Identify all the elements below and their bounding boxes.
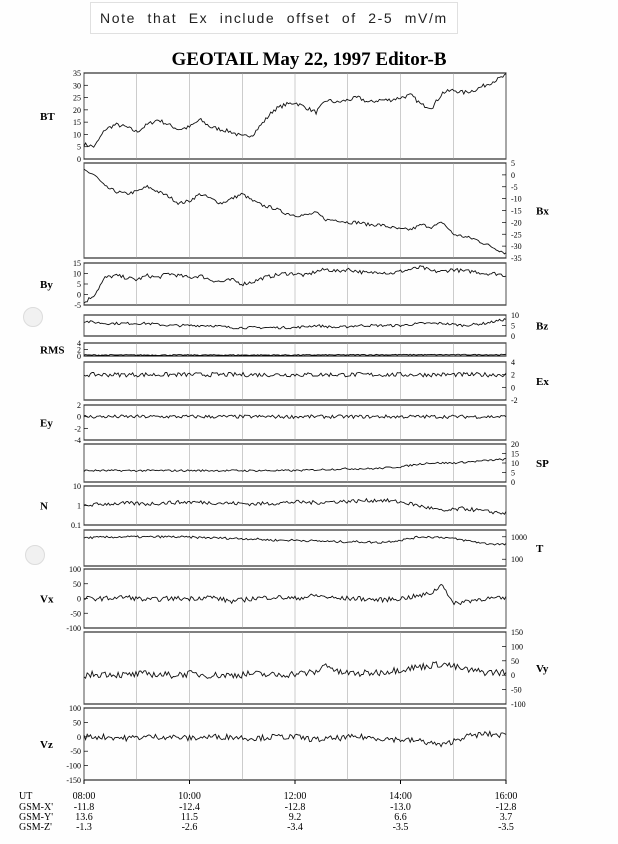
panel-by bbox=[40, 259, 506, 310]
ytick-label: -50 bbox=[70, 747, 81, 757]
ytick-label: 0 bbox=[77, 155, 81, 164]
ytick-label: -15 bbox=[511, 206, 522, 216]
ytick-label: -30 bbox=[511, 242, 522, 252]
ytick-label: 1 bbox=[77, 501, 81, 511]
ytick-label: 0.1 bbox=[71, 521, 81, 530]
xtick-label: 12:00 bbox=[283, 791, 307, 802]
ytick-label: 2 bbox=[77, 345, 81, 355]
ytick-label: 10 bbox=[511, 459, 519, 468]
panel-label: T bbox=[536, 543, 544, 555]
xtick-label: 16:00 bbox=[494, 791, 518, 802]
ytick-label: 4 bbox=[77, 339, 81, 348]
ytick-label: 1000 bbox=[511, 532, 527, 542]
ytick-label: 10 bbox=[73, 269, 81, 279]
ytick-label: 0 bbox=[77, 594, 81, 604]
xtick-label: 08:00 bbox=[72, 791, 96, 802]
ytick-label: 5 bbox=[511, 468, 515, 478]
panel-label: Vz bbox=[40, 739, 53, 751]
ytick-label: -50 bbox=[511, 685, 522, 695]
xtick-label: 14:00 bbox=[389, 791, 412, 802]
ytick-label: 100 bbox=[511, 555, 523, 565]
ytick-label: 150 bbox=[511, 628, 523, 637]
panel-vx bbox=[40, 565, 506, 633]
ephemeris-value: -11.8 bbox=[73, 802, 95, 813]
panel-bt bbox=[40, 69, 506, 164]
ytick-label: 20 bbox=[73, 105, 81, 115]
ytick-label: 100 bbox=[511, 642, 523, 652]
ytick-label: 5 bbox=[511, 321, 515, 331]
ytick-label: 0 bbox=[77, 412, 81, 422]
ytick-label: 5 bbox=[77, 280, 81, 289]
ytick-label: -5 bbox=[511, 182, 518, 192]
ytick-label: 100 bbox=[69, 565, 81, 574]
chart-title: GEOTAIL May 22, 1997 Editor-B bbox=[171, 49, 447, 70]
ytick-label: 50 bbox=[511, 656, 519, 666]
ytick-label: -100 bbox=[66, 761, 81, 771]
ytick-label: 0 bbox=[511, 332, 515, 341]
ytick-label: 4 bbox=[511, 358, 515, 367]
ephemeris-value: 13.6 bbox=[75, 812, 93, 823]
panel-label: RMS bbox=[40, 344, 65, 357]
ytick-label: 10 bbox=[73, 482, 81, 491]
ytick-label: 25 bbox=[73, 93, 81, 103]
ephemeris-value: -3.5 bbox=[498, 822, 514, 833]
ytick-label: 0 bbox=[77, 290, 81, 300]
ytick-label: 0 bbox=[511, 478, 515, 487]
ytick-label: 10 bbox=[511, 311, 519, 320]
panel-ey bbox=[40, 401, 506, 445]
ephemeris-row-label: GSM-X' bbox=[19, 802, 54, 813]
ephemeris-value: -12.8 bbox=[284, 802, 306, 813]
panel-sp bbox=[84, 440, 549, 487]
ephemeris-row-label: UT bbox=[19, 791, 33, 802]
ytick-label: -100 bbox=[66, 624, 81, 633]
ephemeris-value: -1.3 bbox=[76, 822, 92, 833]
ytick-label: -4 bbox=[74, 436, 81, 445]
panel-vz bbox=[40, 704, 506, 785]
ephemeris-value: 11.5 bbox=[180, 812, 199, 823]
ytick-label: 0 bbox=[511, 671, 515, 681]
ytick-label: -2 bbox=[74, 424, 81, 434]
ephemeris-value: 9.2 bbox=[288, 812, 302, 823]
ephemeris-value: 6.6 bbox=[394, 812, 407, 823]
ytick-label: 0 bbox=[77, 732, 81, 742]
note-text: Note that Ex include offset of 2-5 mV/m bbox=[100, 10, 448, 26]
ytick-label: 35 bbox=[73, 69, 81, 78]
ephemeris-value: -12.4 bbox=[179, 802, 200, 813]
ytick-label: 15 bbox=[511, 449, 519, 459]
panel-label: N bbox=[40, 500, 48, 513]
ytick-label: -100 bbox=[511, 700, 526, 709]
ytick-label: -25 bbox=[511, 230, 522, 240]
ytick-label: 2 bbox=[511, 370, 515, 380]
ytick-label: -2 bbox=[511, 396, 518, 405]
panel-bz bbox=[84, 311, 548, 341]
ephemeris-value: 3.7 bbox=[499, 812, 513, 823]
panel-label: Bx bbox=[536, 205, 549, 218]
panel-vy bbox=[84, 628, 549, 709]
ephemeris-row-label: GSM-Y' bbox=[19, 812, 54, 823]
ephemeris-value: -3.5 bbox=[392, 822, 409, 833]
ytick-label: 50 bbox=[73, 718, 81, 728]
panel-label: Ex bbox=[536, 376, 549, 388]
panel-ex bbox=[84, 358, 549, 405]
ytick-label: 5 bbox=[511, 159, 515, 168]
ytick-label: 15 bbox=[73, 118, 81, 128]
panel-label: Vx bbox=[40, 593, 54, 606]
ytick-label: 20 bbox=[511, 440, 519, 449]
ytick-label: 10 bbox=[73, 130, 81, 140]
panel-label: Vy bbox=[536, 663, 549, 675]
ytick-label: 15 bbox=[73, 259, 81, 268]
panel-t bbox=[84, 530, 544, 566]
ytick-label: 0 bbox=[511, 170, 515, 180]
ephemeris-value: -2.6 bbox=[181, 822, 198, 833]
ytick-label: 0 bbox=[77, 352, 81, 361]
ytick-label: 2 bbox=[77, 401, 81, 410]
ytick-label: -150 bbox=[66, 776, 81, 785]
ytick-label: 50 bbox=[73, 579, 81, 589]
ytick-label: -20 bbox=[511, 218, 522, 228]
panel-label: Bz bbox=[536, 320, 549, 333]
ephemeris-value: -12.8 bbox=[495, 802, 517, 813]
ytick-label: -35 bbox=[511, 254, 522, 263]
ephemeris-value: -3.4 bbox=[287, 822, 303, 833]
panel-label: SP bbox=[536, 458, 549, 470]
panel-rms bbox=[40, 339, 506, 361]
ytick-label: -50 bbox=[70, 609, 81, 619]
panel-bx bbox=[84, 159, 549, 263]
panel-n bbox=[40, 482, 506, 530]
ytick-label: 30 bbox=[73, 81, 81, 91]
xtick-label: 10:00 bbox=[178, 791, 201, 802]
panel-label: Ey bbox=[40, 417, 53, 430]
ytick-label: -5 bbox=[74, 301, 81, 310]
ytick-label: 5 bbox=[77, 142, 81, 152]
ytick-label: 0 bbox=[511, 383, 515, 393]
ytick-label: -10 bbox=[511, 194, 522, 204]
ytick-label: 100 bbox=[69, 704, 81, 713]
ephemeris-value: -13.0 bbox=[390, 802, 411, 813]
panel-label: By bbox=[40, 279, 53, 291]
panel-label: BT bbox=[40, 111, 55, 123]
ephemeris-row-label: GSM-Z' bbox=[19, 822, 52, 833]
